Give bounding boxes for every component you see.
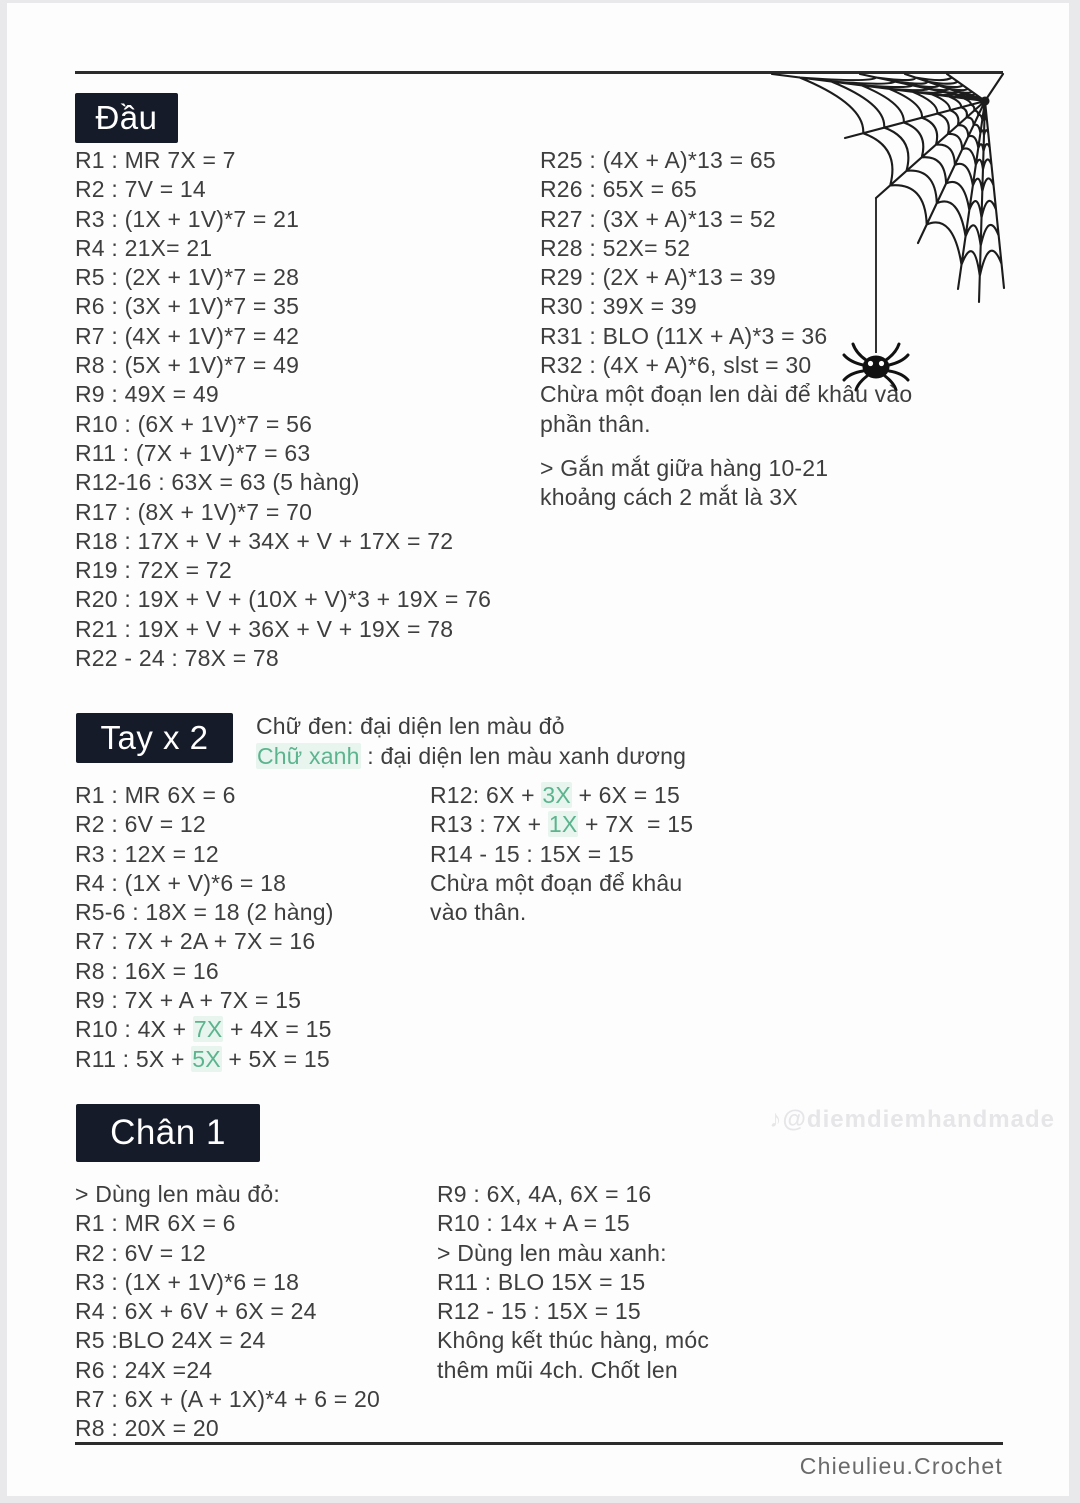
pattern-row: R7 : 6X + (A + 1X)*4 + 6 = 20 — [75, 1386, 380, 1413]
tay-color-legend — [256, 711, 686, 771]
pattern-row: R5 :BLO 24X = 24 — [75, 1327, 266, 1354]
pattern-row: R22 - 24 : 78X = 78 — [75, 645, 279, 672]
pattern-row: R32 : (4X + A)*6, slst = 30 — [540, 352, 812, 379]
tiktok-watermark: ♪@diemdiemhandmade — [769, 1106, 1055, 1133]
pattern-row: > Gắn mắt giữa hàng 10-21 — [540, 454, 829, 481]
pattern-row: R12-16 : 63X = 63 (5 hàng) — [75, 469, 360, 496]
pattern-row: R20 : 19X + V + (10X + V)*3 + 19X = 76 — [75, 586, 492, 613]
dau-right-column — [540, 146, 912, 513]
pattern-row: R19 : 72X = 72 — [75, 557, 232, 584]
pattern-row: R4 : (1X + V)*6 = 18 — [75, 869, 287, 896]
pattern-row: Chừa một đoạn để khâu — [430, 869, 683, 896]
pattern-row: R4 : 21X= 21 — [75, 234, 213, 261]
pattern-row: Không kết thúc hàng, móc — [437, 1327, 710, 1354]
footer-credit: Chieulieu.Crochet — [799, 1453, 1003, 1479]
pattern-row: R12: 6X + 3X + 6X = 15 — [430, 782, 681, 808]
pattern-row: Chữ đen: đại diện len màu đỏ — [256, 713, 565, 739]
pattern-row: R12 - 15 : 15X = 15 — [437, 1298, 641, 1325]
pattern-row: R10 : (6X + 1V)*7 = 56 — [75, 410, 313, 437]
pattern-row: R25 : (4X + A)*13 = 65 — [540, 147, 776, 173]
pattern-row: R8 : 16X = 16 — [75, 957, 219, 984]
section-title-tay — [76, 713, 233, 763]
pattern-row: R11 : (7X + 1V)*7 = 63 — [75, 439, 311, 466]
section-title-dau-label: Đầu — [95, 99, 158, 136]
pattern-row: R5 : (2X + 1V)*7 = 28 — [75, 264, 300, 291]
dau-left-column — [75, 146, 491, 673]
pattern-row: R29 : (2X + A)*13 = 39 — [540, 264, 776, 291]
pattern-row: > Dùng len màu xanh: — [437, 1239, 667, 1266]
pattern-row: R11 : BLO 15X = 15 — [437, 1268, 646, 1295]
dau-note-eyes — [540, 454, 912, 513]
pattern-row: R8 : 20X = 20 — [75, 1415, 219, 1442]
pattern-row: R17 : (8X + 1V)*7 = 70 — [75, 498, 313, 525]
pattern-row: R6 : (3X + 1V)*7 = 35 — [75, 293, 300, 320]
dau-right-rows — [540, 146, 912, 380]
pattern-row: R18 : 17X + V + 34X + V + 17X = 72 — [75, 527, 454, 554]
pattern-row: R13 : 7X + 1X + 7X = 15 — [430, 811, 694, 838]
pattern-row: R3 : (1X + 1V)*6 = 18 — [75, 1268, 300, 1295]
pattern-row: R3 : 12X = 12 — [75, 840, 219, 867]
pattern-row: R9 : 6X, 4A, 6X = 16 — [437, 1181, 652, 1207]
pattern-row: R26 : 65X = 65 — [540, 176, 697, 203]
pattern-row: R10 : 4X + 7X + 4X = 15 — [75, 1016, 332, 1043]
pattern-row: thêm mũi 4ch. Chốt len — [437, 1356, 678, 1383]
pattern-row: R11 : 5X + 5X + 5X = 15 — [75, 1045, 330, 1072]
pattern-row: R28 : 52X= 52 — [540, 234, 691, 261]
pattern-row: Chừa một đoạn len dài để khâu vào — [540, 381, 913, 408]
pattern-row: R14 - 15 : 15X = 15 — [430, 840, 634, 867]
tay-right-column — [430, 781, 693, 927]
pattern-row: R4 : 6X + 6V + 6X = 24 — [75, 1298, 317, 1325]
tay-left-column — [75, 781, 334, 1074]
pattern-row: vào thân. — [430, 899, 527, 926]
pattern-row: R9 : 49X = 49 — [75, 381, 219, 408]
section-title-chan-label: Chân 1 — [110, 1113, 226, 1152]
section-title-chan — [76, 1104, 260, 1162]
pattern-row: R7 : (4X + 1V)*7 = 42 — [75, 322, 300, 349]
dau-note-body — [540, 380, 912, 439]
pattern-row: khoảng cách 2 mắt là 3X — [540, 484, 798, 511]
pattern-row: > Dùng len màu đỏ: — [75, 1181, 280, 1207]
section-title-dau — [75, 93, 178, 143]
pattern-row: R27 : (3X + A)*13 = 52 — [540, 205, 776, 232]
chan-left-column — [75, 1180, 380, 1444]
pattern-row: R7 : 7X + 2A + 7X = 16 — [75, 928, 316, 955]
pattern-row: R9 : 7X + A + 7X = 15 — [75, 987, 302, 1014]
pattern-row: R3 : (1X + 1V)*7 = 21 — [75, 205, 300, 232]
pattern-row: R6 : 24X =24 — [75, 1356, 213, 1383]
section-title-tay-label: Tay x 2 — [100, 719, 209, 756]
pattern-row: R1 : MR 6X = 6 — [75, 782, 236, 808]
pattern-row: R1 : MR 7X = 7 — [75, 147, 236, 173]
pattern-row: R5-6 : 18X = 18 (2 hàng) — [75, 899, 334, 926]
pattern-row: R2 : 6V = 12 — [75, 811, 206, 838]
pattern-row: phần thân. — [540, 410, 651, 437]
pattern-row: R8 : (5X + 1V)*7 = 49 — [75, 352, 300, 379]
pattern-row: R31 : BLO (11X + A)*3 = 36 — [540, 322, 828, 349]
chan-right-column — [437, 1180, 709, 1385]
pattern-row: R2 : 6V = 12 — [75, 1239, 206, 1266]
pattern-row: R30 : 39X = 39 — [540, 293, 697, 320]
bottom-divider-line — [75, 1442, 1003, 1445]
pattern-row: R21 : 19X + V + 36X + V + 19X = 78 — [75, 615, 454, 642]
pattern-row: R2 : 7V = 14 — [75, 176, 206, 203]
pattern-row: Chữ xanh : đại diện len màu xanh dương — [257, 743, 687, 769]
pattern-row: R1 : MR 6X = 6 — [75, 1210, 236, 1237]
pattern-row: R10 : 14x + A = 15 — [437, 1210, 630, 1237]
